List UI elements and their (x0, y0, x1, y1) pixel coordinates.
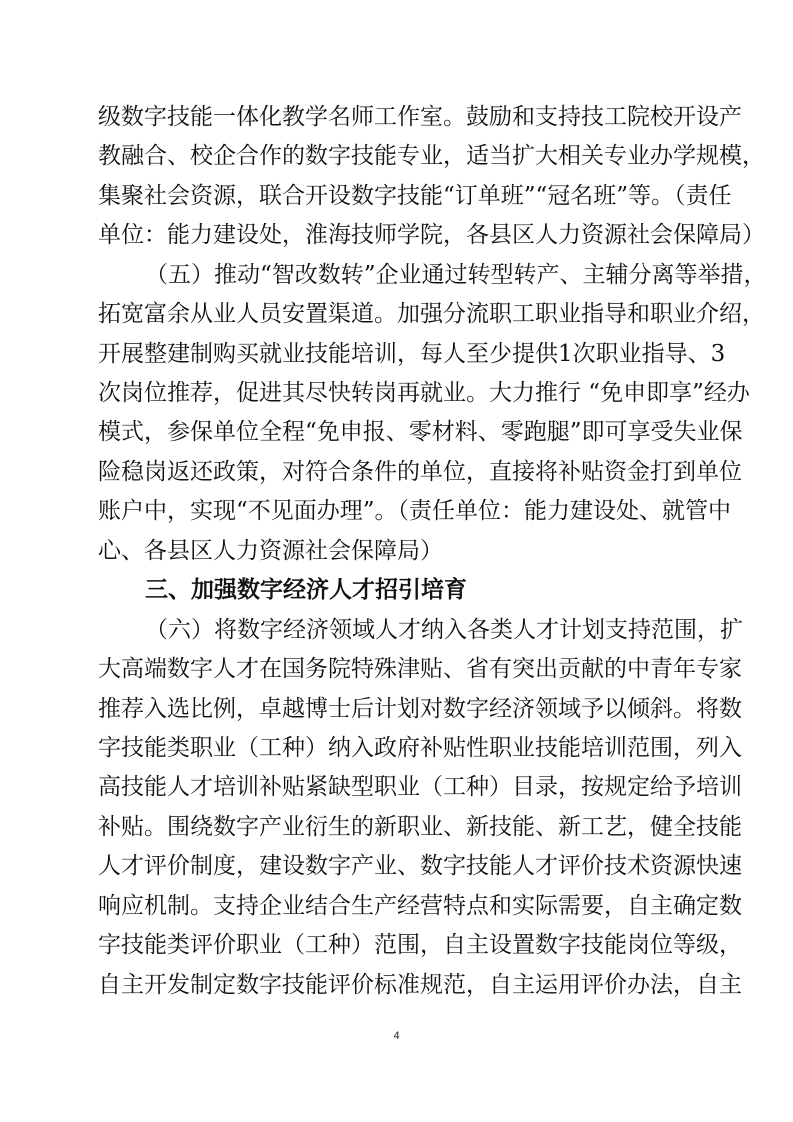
body-text-line: 教融合、校企合作的数字技能专业，适当扩大相关专业办学规模， (98, 143, 765, 170)
body-text-line: 自主开发制定数字技能评价标准规范，自主运用评价办法，自主 (98, 971, 742, 998)
body-text-line: 心、各县区人力资源社会保障局） (98, 537, 443, 564)
body-text-line: 拓宽富余从业人员安置渠道。加强分流职工职业指导和职业介绍， (98, 301, 765, 328)
body-text-line: 字技能类评价职业（工种）范围，自主设置数字技能岗位等级， (98, 932, 742, 959)
paragraph-five-start: （五）推动“智改数转”企业通过转型转产、主辅分离等举措， (145, 261, 767, 288)
page-number: 4 (393, 1030, 400, 1042)
body-text-line: 级数字技能一体化教学名师工作室。鼓励和支持技工院校开设产 (98, 104, 742, 130)
body-text-line: 模式，参保单位全程“免申报、零材料、零跑腿”即可享受失业保 (98, 419, 743, 446)
body-text-line: 险稳岗返还政策，对符合条件的单位，直接将补贴资金打到单位 (98, 458, 742, 485)
body-text-line: 字技能类职业（工种）纳入政府补贴性职业技能培训范围，列入 (98, 734, 742, 761)
section-heading: 三、加强数字经济人才招引培育 (145, 577, 467, 604)
body-text-line: 开展整建制购买就业技能培训，每人至少提供1次职业指导、3 (98, 340, 726, 367)
body-text-line: 推荐入选比例，卓越博士后计划对数字经济领域予以倾斜。将数 (98, 695, 742, 722)
paragraph-six-start: （六）将数字经济领域人才纳入各类人才计划支持范围，扩 (145, 616, 743, 643)
body-text-line: 大高端数字人才在国务院特殊津贴、省有突出贡献的中青年专家 (98, 656, 742, 683)
body-text-line: 人才评价制度，建设数字产业、数字技能人才评价技术资源快速 (98, 853, 742, 880)
body-text-line: 集聚社会资源，联合开设数字技能“订单班”“冠名班”等。（责任 (98, 182, 732, 209)
body-text-line: 响应机制。支持企业结合生产经营特点和实际需要，自主确定数 (98, 892, 742, 919)
body-text-line: 补贴。围绕数字产业衍生的新职业、新技能、新工艺，健全技能 (98, 813, 742, 840)
body-text-line: 次岗位推荐，促进其尽快转岗再就业。大力推行 “免申即享”经办 (98, 380, 750, 407)
body-text-line: 账户中，实现“不见面办理”。（责任单位：能力建设处、就管中 (98, 498, 732, 525)
body-text-line: 高技能人才培训补贴紧缺型职业（工种）目录，按规定给予培训 (98, 774, 742, 801)
body-text-line: 单位：能力建设处，淮海技师学院，各县区人力资源社会保障局） (98, 222, 765, 249)
